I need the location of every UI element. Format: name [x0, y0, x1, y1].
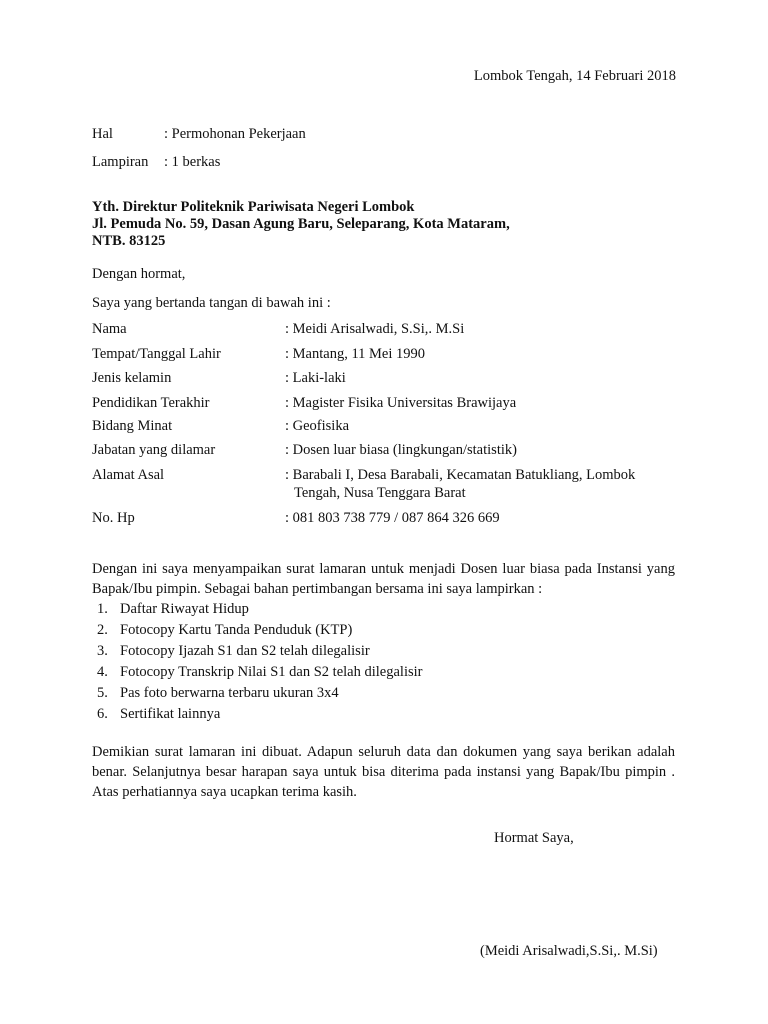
greeting: Dengan hormat,: [92, 266, 186, 282]
list-number: 2.: [97, 622, 108, 638]
attachment-value: : 1 berkas: [164, 154, 221, 170]
recipient-line-2: Jl. Pemuda No. 59, Dasan Agung Baru, Seleparang, Kota Mataram,: [92, 216, 510, 232]
identity-label: Bidang Minat: [92, 418, 173, 434]
identity-label: Jabatan yang dilamar: [92, 442, 216, 458]
identity-value: : Mantang, 11 Mei 1990: [285, 346, 426, 362]
list-number: 3.: [97, 643, 108, 659]
list-text: Sertifikat lainnya: [120, 706, 221, 722]
recipient-line-3: NTB. 83125: [92, 233, 166, 249]
list-text: Fotocopy Transkrip Nilai S1 dan S2 telah dilegalisir: [120, 664, 423, 680]
list-number: 5.: [97, 685, 108, 701]
identity-value: : Laki-laki: [285, 370, 346, 386]
place-date: Lombok Tengah, 14 Februari 2018: [473, 68, 676, 84]
identity-value: : 081 803 738 779 / 087 864 326 669: [285, 510, 500, 526]
list-text: Fotocopy Kartu Tanda Penduduk (KTP): [120, 622, 353, 638]
recipient-line-1: Yth. Direktur Politeknik Pariwisata Negeri Lombok: [92, 199, 415, 215]
list-number: 1.: [97, 601, 108, 617]
list-text: Pas foto berwarna terbaru ukuran 3x4: [120, 685, 339, 701]
address-line-1: : Barabali I, Desa Barabali, Kecamatan Batukliang, Lombok: [285, 467, 636, 483]
identity-label: Tempat/Tanggal Lahir: [92, 346, 221, 362]
list-text: Fotocopy Ijazah S1 dan S2 telah dilegalisir: [120, 643, 370, 659]
body-paragraph: Dengan ini saya menyampaikan surat lamaran untuk menjadi Dosen luar biasa pada Instansi yang Bapak/Ibu pimpin. Sebagai bahan pertimbangan bersama ini saya lampirkan :: [92, 561, 675, 597]
attachment-label: Lampiran: [92, 154, 149, 170]
identity-value: : Meidi Arisalwadi, S.Si,. M.Si: [285, 321, 465, 337]
identity-label: Jenis kelamin: [92, 370, 172, 386]
subject-label: Hal: [92, 126, 113, 142]
address-line-2: Tengah, Nusa Tenggara Barat: [294, 485, 466, 502]
subject-value: : Permohonan Pekerjaan: [164, 126, 306, 142]
signature-name: (Meidi Arisalwadi,S.Si,. M.Si): [480, 943, 658, 959]
identity-label: Nama: [92, 321, 127, 337]
identity-value: : Magister Fisika Universitas Brawijaya: [285, 395, 517, 411]
identity-label: No. Hp: [92, 510, 135, 526]
identity-value: : Geofisika: [285, 418, 350, 434]
list-number: 6.: [97, 706, 108, 722]
identity-label: Alamat Asal: [92, 467, 165, 483]
list-text: Daftar Riwayat Hidup: [120, 601, 249, 617]
closing-paragraph: Demikian surat lamaran ini dibuat. Adapun seluruh data dan dokumen yang saya berikan adalah benar. Selanjutnya besar harapan saya untuk bisa diterima pada instansi yang Bapak/Ibu pimpin . Atas perhatiannya saya ucapkan terima kasih.: [92, 744, 675, 800]
identity-value-multiline: [285, 466, 675, 502]
identity-label: Pendidikan Terakhir: [92, 395, 210, 411]
list-number: 4.: [97, 664, 108, 680]
identity-value: : Dosen luar biasa (lingkungan/statistik): [285, 442, 517, 458]
closing-salutation: Hormat Saya,: [494, 830, 574, 846]
intro-line: Saya yang bertanda tangan di bawah ini :: [92, 295, 331, 311]
